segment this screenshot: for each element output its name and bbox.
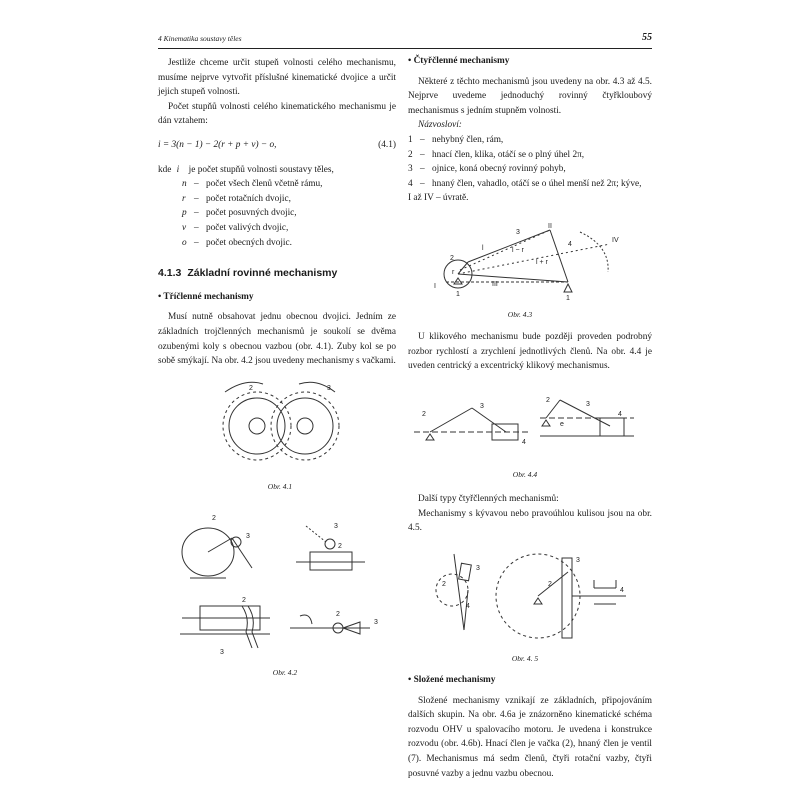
symbol: p bbox=[182, 208, 187, 219]
fig45-label: 4 bbox=[466, 603, 470, 610]
fig42-label: 3 bbox=[374, 619, 378, 626]
member-list bbox=[408, 133, 652, 191]
right-column-lower bbox=[408, 492, 652, 536]
fig44-label: 3 bbox=[586, 401, 590, 408]
definition-text: počet všech členů včetně rámu, bbox=[206, 179, 323, 190]
definition-text: je počet stupňů volnosti soustavy těles, bbox=[188, 164, 334, 175]
symbol: n bbox=[182, 179, 187, 190]
bullet-text: Tříčlenné mechanismy bbox=[163, 291, 254, 302]
fig43-label: r bbox=[452, 269, 455, 276]
equation-4-1 bbox=[158, 138, 396, 153]
fig42-label: 2 bbox=[338, 543, 342, 550]
fig41-label: 3 bbox=[327, 385, 331, 392]
fig42-label: 3 bbox=[220, 649, 224, 656]
list-tail: I až IV – úvratě. bbox=[408, 193, 469, 204]
fig42-label: 2 bbox=[242, 597, 246, 604]
symbol-definitions bbox=[158, 163, 396, 251]
figure-4-2-cams bbox=[160, 508, 396, 658]
list-number: 1 bbox=[408, 134, 413, 145]
paragraph: Složené mechanismy vznikají ze základních, připojováním dalších skupin. Na obr. 4.6a je znázorněno kinematické schéma rozvodu OHV u spalovacího motoru. Je uvedena i konstrukce rozvodu (obr. 4.6b). Hnací člen je vačka (2), hnaný člen je ventil (7). Mechanismus má sedm členů, čtyři rotační vazby, čtyři posuvné vazby a jednu vazbu obecnou. bbox=[408, 695, 652, 779]
fig43-label: 4 bbox=[568, 241, 572, 248]
definition-row: r – počet rotačních dvojic, bbox=[158, 192, 396, 207]
figure-caption: Obr. 4. 5 bbox=[511, 654, 539, 663]
fig43-label: l + r bbox=[536, 259, 548, 266]
symbol: i bbox=[176, 164, 180, 175]
chapter-title: 4 Kinematika soustavy těles bbox=[158, 34, 242, 43]
fig43-label: I bbox=[434, 283, 436, 290]
paragraph: U klikového mechanismu bude později proveden podrobný rozbor rychlostí a zrychlení jednotlivých členů. Na obr. 4.4 je uveden centrický a excentrický klikový mechanismus. bbox=[408, 332, 652, 372]
fig42-label: 2 bbox=[212, 515, 216, 522]
figure-caption: Obr. 4.4 bbox=[512, 470, 538, 479]
list-number: 3 bbox=[408, 164, 413, 175]
bullet-text: Čtyřčlenné mechanismy bbox=[413, 56, 510, 66]
list-number: 2 bbox=[408, 149, 413, 160]
defs-intro: kde bbox=[158, 164, 172, 175]
fig44-label: 2 bbox=[546, 397, 550, 404]
nomenclature-heading: Názvosloví: bbox=[418, 120, 462, 131]
figure-caption: Obr. 4.3 bbox=[507, 310, 533, 319]
section-heading bbox=[158, 266, 396, 281]
figure-4-5-slotted-links bbox=[430, 550, 640, 646]
list-item: 1 – nehybný člen, rám, bbox=[408, 133, 652, 148]
paragraph: Další typy čtyřčlenných mechanismů: bbox=[418, 494, 559, 504]
fig44-label: 2 bbox=[422, 411, 426, 418]
figure-4-3-four-bar bbox=[420, 222, 630, 302]
right-column-middle bbox=[408, 330, 652, 374]
fig43-label: II bbox=[548, 223, 552, 230]
fig42-label: 3 bbox=[246, 533, 250, 540]
bullet-text: Složené mechanismy bbox=[413, 675, 496, 685]
fig45-label: 3 bbox=[576, 557, 580, 564]
fig45-label: 3 bbox=[476, 565, 480, 572]
figure-4-4-crank bbox=[410, 392, 640, 460]
fig45-label: 2 bbox=[442, 581, 446, 588]
paragraph: Počet stupňů volnosti celého kinematického mechanismu je dán vztahem: bbox=[158, 101, 396, 127]
fig44-label: e bbox=[560, 421, 564, 428]
fig43-label: IV bbox=[612, 237, 619, 244]
fig44-label: 3 bbox=[480, 403, 484, 410]
section-title: Základní rovinné mechanismy bbox=[187, 267, 338, 280]
list-text: nehybný člen, rám, bbox=[432, 134, 504, 145]
right-column-top bbox=[408, 54, 652, 206]
list-text: hnaný člen, vahadlo, otáčí se o úhel menší než 2π; kýve, bbox=[432, 178, 642, 189]
definition-row: p – počet posuvných dvojic, bbox=[158, 206, 396, 221]
figure-caption: Obr. 4.2 bbox=[272, 668, 298, 677]
fig45-label: 4 bbox=[620, 587, 624, 594]
list-number: 4 bbox=[408, 178, 413, 189]
fig43-label: l bbox=[482, 245, 484, 252]
definition-row: o – počet obecných dvojic. bbox=[158, 236, 396, 251]
list-item: 3 – ojnice, koná obecný rovinný pohyb, bbox=[408, 162, 652, 177]
symbol: r bbox=[182, 193, 186, 204]
paragraph: Mechanismy s kývavou nebo pravoúhlou kulisou jsou na obr. 4.5. bbox=[408, 508, 652, 534]
equation-number: (4.1) bbox=[378, 139, 396, 150]
section-number: 4.1.3 bbox=[158, 267, 182, 280]
list-item: 4 – hnaný člen, vahadlo, otáčí se o úhel menší než 2π; kýve, bbox=[408, 177, 652, 192]
fig42-label: 3 bbox=[334, 523, 338, 530]
definition-row: v – počet valivých dvojic, bbox=[158, 221, 396, 236]
paragraph: Některé z těchto mechanismů jsou uvedeny na obr. 4.3 až 4.5. Nejprve uvedeme jednoduchý rovinný čtyřkloubový mechanismus s jedním stupněm volnosti. bbox=[408, 76, 652, 116]
fig44-label: 4 bbox=[522, 439, 526, 446]
fig43-label: 1 bbox=[566, 295, 570, 302]
fig43-label: III bbox=[492, 281, 498, 288]
bullet-heading: • Čtyřčlenné mechanismy bbox=[408, 56, 510, 66]
definition-text: počet rotačních dvojic, bbox=[206, 193, 291, 204]
fig42-label: 2 bbox=[336, 611, 340, 618]
fig41-label: 2 bbox=[249, 385, 253, 392]
figure-4-1-gears bbox=[205, 372, 355, 472]
paragraph: Jestliže chceme určit stupeň volnosti celého mechanismu, musíme nejprve vytvořit příslušné kinematické dvojice a určit jejich stupeň volnosti. bbox=[158, 58, 396, 98]
bullet-heading: • Tříčlenné mechanismy bbox=[158, 291, 254, 302]
list-item: 2 – hnací člen, klika, otáčí se o plný úhel 2π, bbox=[408, 148, 652, 163]
list-text: ojnice, koná obecný rovinný pohyb, bbox=[432, 164, 566, 175]
definition-text: počet posuvných dvojic, bbox=[206, 208, 297, 219]
definition-row bbox=[158, 163, 396, 178]
definition-row: n – počet všech členů včetně rámu, bbox=[158, 177, 396, 192]
paragraph: Musí nutně obsahovat jednu obecnou dvojici. Jedním ze základních trojčlenných mechanismů je soukolí se dvěma ozubenými koly s obecnou vazbou (obr. 4.1). Zuby kol se po sobě smýkají. Na obr. 4.2 jsou uvedeny mechanismy s vačkami. bbox=[158, 312, 396, 367]
definition-text: počet valivých dvojic, bbox=[206, 222, 289, 233]
fig45-label: 2 bbox=[548, 581, 552, 588]
list-text: hnací člen, klika, otáčí se o plný úhel 2π, bbox=[432, 149, 585, 160]
definition-text: počet obecných dvojic. bbox=[206, 237, 292, 248]
right-column-bottom bbox=[408, 673, 652, 781]
symbol: o bbox=[182, 237, 187, 248]
fig43-label: 3 bbox=[516, 229, 520, 236]
running-header bbox=[158, 34, 652, 49]
equation-text: i = 3(n − 1) − 2(r + p + v) − o, bbox=[158, 139, 277, 150]
fig43-label: 2 bbox=[450, 255, 454, 262]
fig43-label: 1 bbox=[456, 291, 460, 298]
fig43-label: l − r bbox=[512, 247, 524, 254]
page-number: 55 bbox=[642, 32, 652, 43]
fig44-label: 4 bbox=[618, 411, 622, 418]
symbol: v bbox=[182, 222, 187, 233]
left-column bbox=[158, 56, 396, 369]
bullet-heading: • Složené mechanismy bbox=[408, 675, 496, 685]
figure-caption: Obr. 4.1 bbox=[267, 482, 293, 491]
